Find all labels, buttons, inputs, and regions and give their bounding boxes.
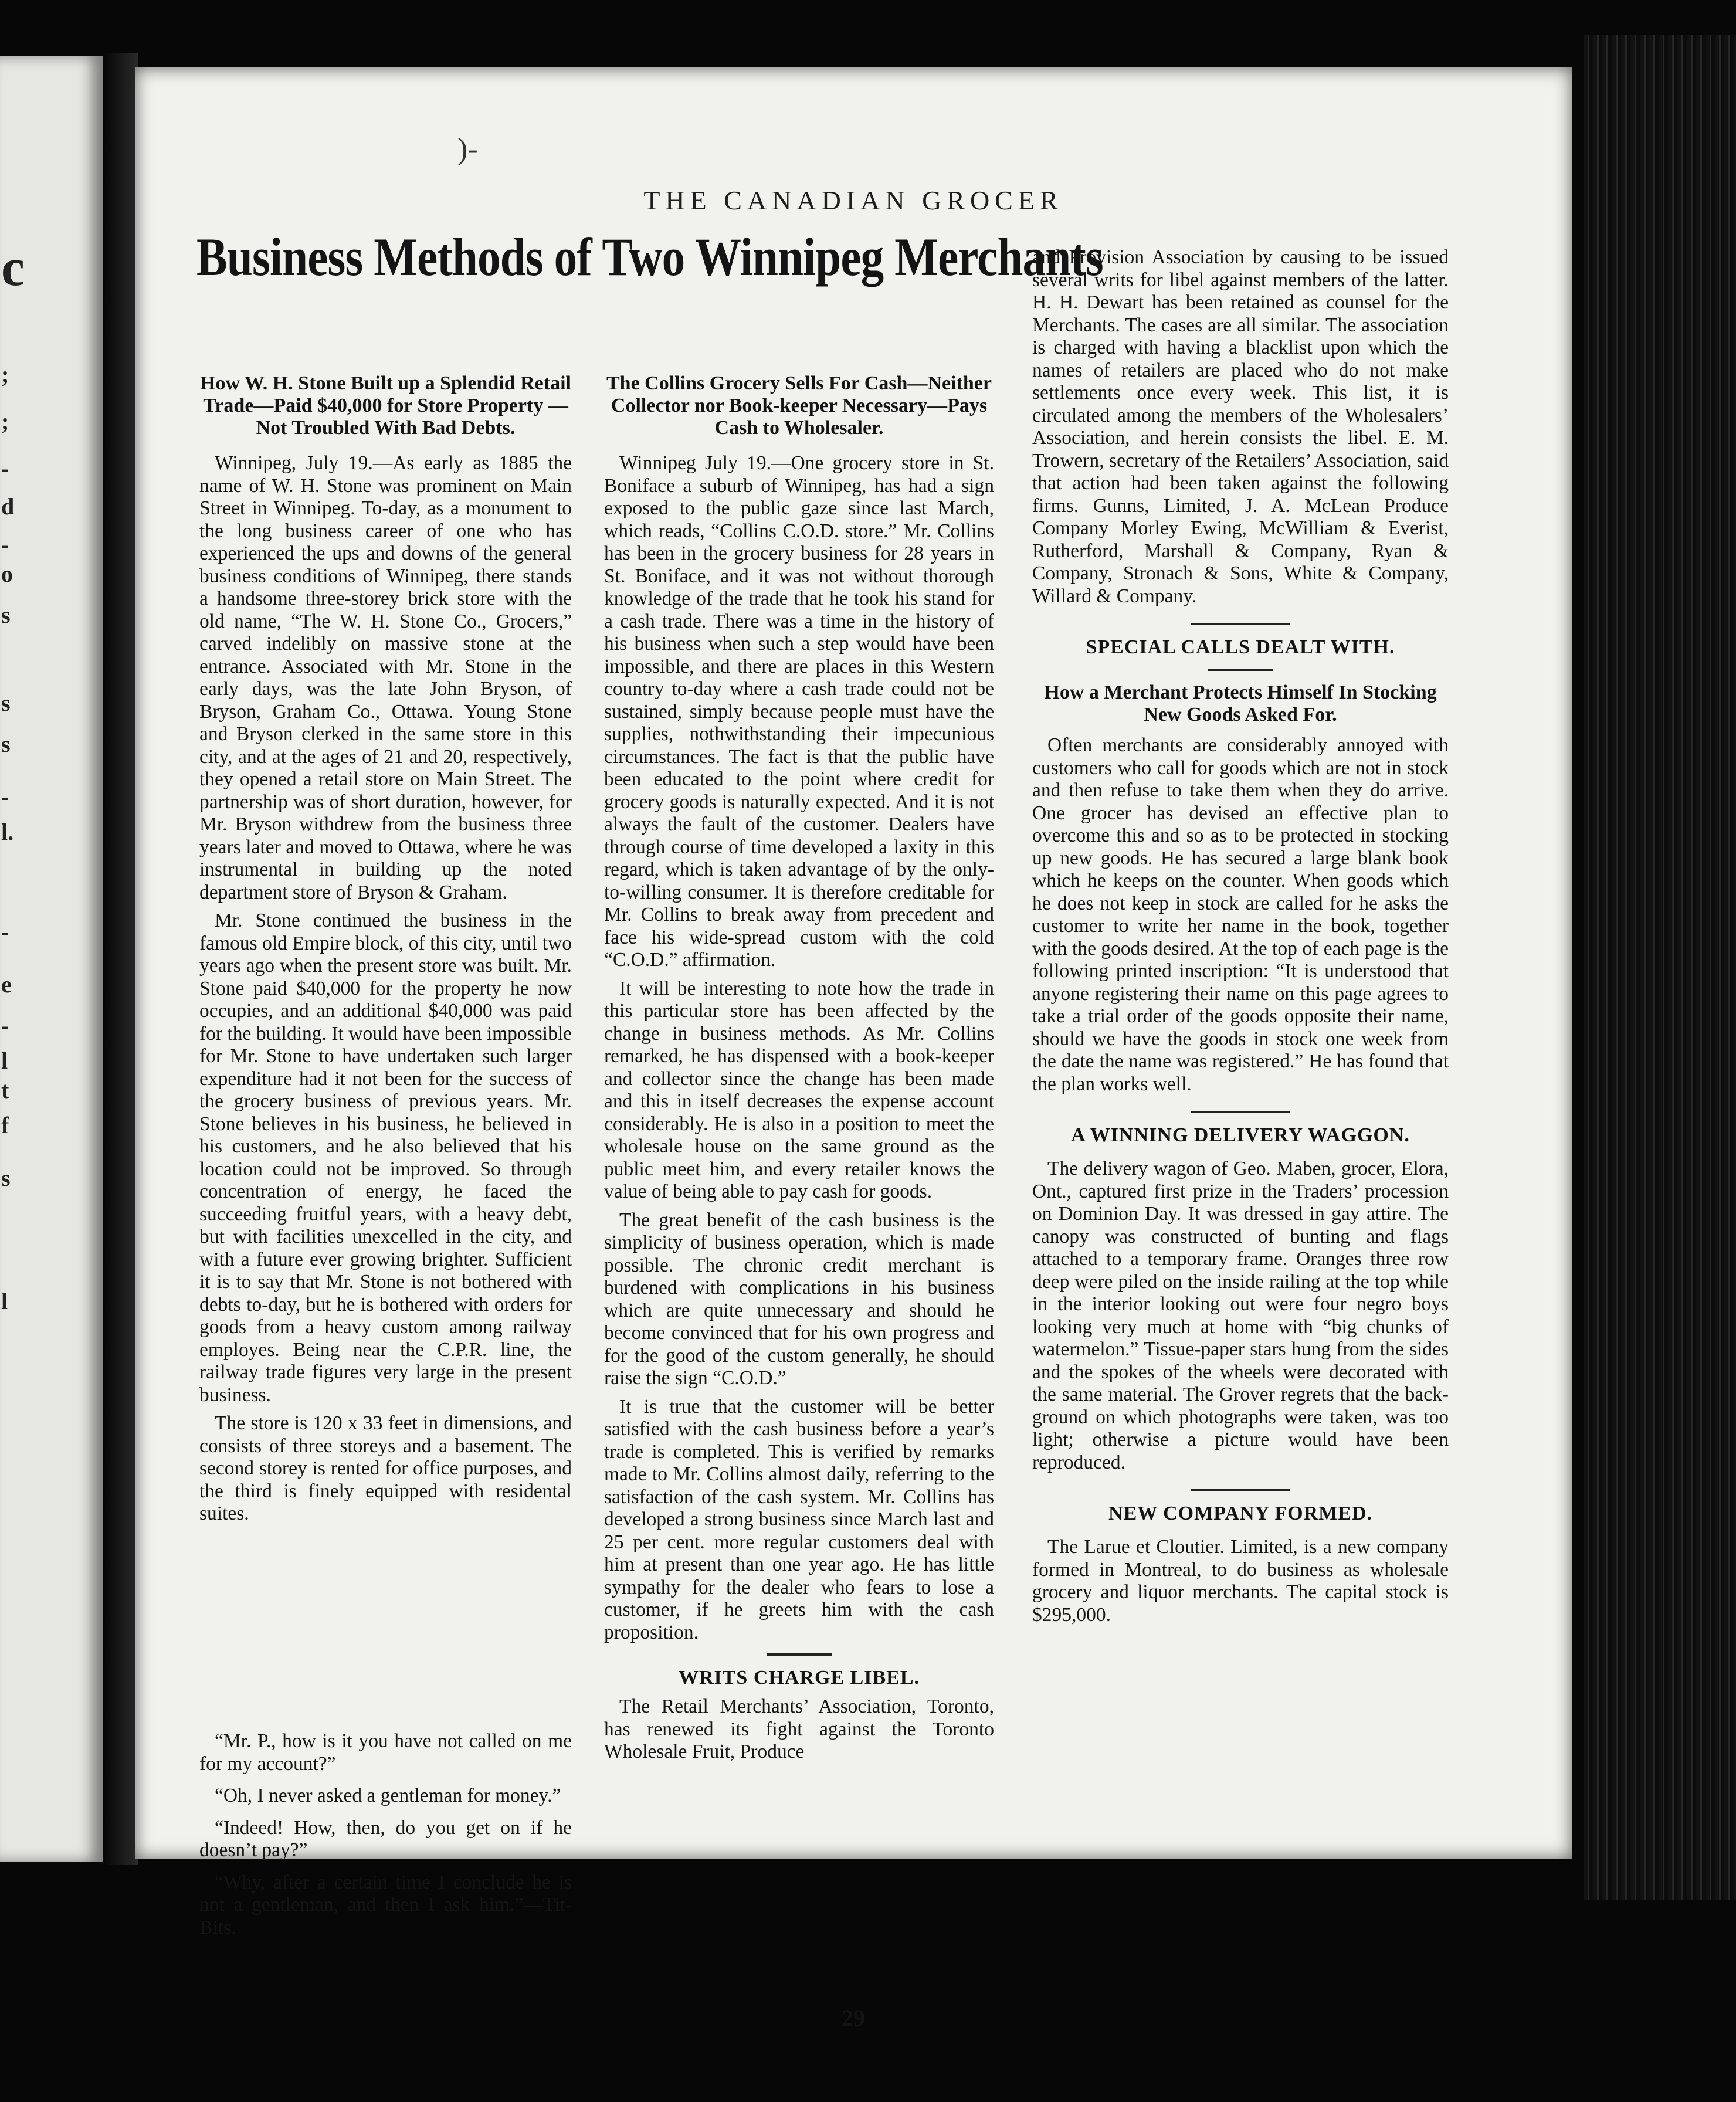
column-2 <box>604 372 994 1764</box>
writs-title: WRITS CHARGE LIBEL. <box>678 1667 920 1689</box>
stone-paragraph: The store is 120 x 33 feet in dimensions, and consists of three storeys and a basement. The second storey is rented for office purposes, and the third is finely equipped with residental suites. <box>199 1412 572 1524</box>
writs-paragraph: The Retail Merchants’ Association, Toronto, has renewed its fight against the Toronto Wholesale Fruit, Produce <box>604 1696 994 1762</box>
left-page-fragment: l <box>1 1047 8 1074</box>
joke-line: “Mr. P., how is it you have not called on me for my account?” <box>199 1730 572 1775</box>
left-page-fragment: - <box>1 531 9 558</box>
section-rule <box>1191 1111 1290 1113</box>
joke-line: “Oh, I never asked a gentleman for money.” <box>215 1785 561 1806</box>
special-calls-title: SPECIAL CALLS DEALT WITH. <box>1086 636 1395 658</box>
joke-line: “Indeed! How, then, do you get on if he doesn’t pay?” <box>199 1816 572 1861</box>
left-page-fragment: e <box>1 971 12 998</box>
left-page-fragment: ; <box>1 361 9 388</box>
collins-paragraph: It will be interesting to note how the trade in this particular store has been affected by the change in business methods. As Mr. Collins remarked, he has dispensed with a book-keeper and collector since the change has been made and this in itself decreases the expense account considerably. He is also in a position to meet the wholesale house on the same ground as the public meet him, and every retailer knows the value of being able to pay cash for goods. <box>604 977 994 1202</box>
left-page-fragment: s <box>1 731 11 757</box>
left-page-fragment: - <box>1 455 9 482</box>
book-page-edges <box>1584 35 1736 1900</box>
page-number: 29 <box>842 2005 865 2031</box>
stone-subhead: How W. H. Stone Built up a Splendid Retail Trade—Paid $40,000 for Store Property — Not Troubled With Bad Debts. <box>200 372 571 439</box>
gutter-shadow <box>103 53 138 1865</box>
collins-paragraph: Winnipeg July 19.—One grocery store in St. Boniface a suburb of Winnipeg, has had a sign exposed to the public gaze since last March, which reads, “Collins C.O.D. store.” Mr. Collins has been in the grocery business for 28 years in St. Boniface, and it was not without thorough knowledge of the trade that he took his stand for a cash trade. There was a time in the history of his business when such a step would have been impossible, and there are places in this Western country to-day where a cash trade could not be sustained, simply because people must have the supplies, nothwithstanding their impecunious circumstances. The fact is that the public have been educated to the point where credit for grocery goods is naturally expected. And it is not always the fault of the customer. Dealers have through course of time developed a laxity in this regard, which is taken advantage of by the only-to-willing consumer. It is therefore creditable for Mr. Collins to break away from precedent and face his wide-spread custom with the cold “C.O.D.” affirmation. <box>604 452 994 971</box>
collins-paragraph: It is true that the customer will be better satisfied with the cash business before a year’s trade is completed. This is verified by remarks made to Mr. Collins almost daily, referring to the satisfaction of the cash system. Mr. Collins has developed a strong business since March last and 25 per cent. more regular customers deal with him at present than one year ago. He has little sympathy for the dealer who fears to lose a customer, if he greets him with the cash proposition. <box>604 1395 994 1643</box>
magazine-page <box>135 67 1572 2031</box>
new-company-paragraph: The Larue et Cloutier. Limited, is a new company formed in Montreal, to do business as wholesale grocery and liquor merchants. The capital stock is $295,000. <box>1032 1536 1449 1626</box>
stone-paragraph: Winnipeg, July 19.—As early as 1885 the name of W. H. Stone was prominent on Main Street in Winnipeg. To-day, as a monument to the long business career of one who has experienced the ups and downs of the general business conditions of Winnipeg, there stands a handsome three-storey brick store with the old name, “The W. H. Stone Co., Grocers,” carved indelibly on massive stone at the entrance. Associated with Mr. Stone in the early days, was the late John Bryson, of Bryson, Graham Co., Ottawa. Young Stone and Bryson clerked in the same store in this city, and at the ages of 21 and 20, respectively, they opened a retail store on Main Street. The partnership was of short duration, however, for Mr. Bryson withdrew from the business three years later and moved to Ottawa, where he was instrumental in building up the noted department store of Bryson & Graham. <box>199 452 572 903</box>
left-page-fragment: ; <box>1 408 9 435</box>
left-page-fragment: o <box>1 561 13 587</box>
joke-line: “Why, after a certain time I conclude he is not a gentleman, and then I ask him.”—Tit-Bits. <box>199 1871 572 1938</box>
left-page-fragment: l <box>1 1288 8 1314</box>
delivery-title: A WINNING DELIVERY WAGGON. <box>1071 1124 1410 1146</box>
left-page-fragment: d <box>1 493 15 520</box>
left-page-fragment: l. <box>1 819 14 845</box>
left-page-fragment: s <box>1 602 11 628</box>
new-company-title: NEW COMPANY FORMED. <box>1108 1503 1372 1524</box>
left-page-fragment: - <box>1 1012 9 1039</box>
left-page-fragment: - <box>1 784 9 810</box>
column-3 <box>1032 246 1449 1626</box>
left-page-fragment: s <box>1 690 11 716</box>
special-calls-paragraph: Often merchants are considerably annoyed with customers who call for goods which are not in stock and then refuse to take them when they do arrive. One grocer has devised an effective plan to overcome this and so as to be protected in stocking up new goods. He has secured a large blank book which he keeps on the counter. When goods which he does not keep in stock are called for he asks the customer to write her name in the book, together with the goods desired. At the top of each page is the following printed inscription: “It is understood that anyone registering their name on this page agrees to take a trial order of the goods opposite their name, should we have the goods in stock one week from the date the name was registered.” He has found that the plan works well. <box>1032 734 1449 1095</box>
section-rule <box>1208 669 1273 671</box>
section-rule <box>1191 623 1290 625</box>
left-page-fragment: c <box>1 239 25 297</box>
left-page-fragment: s <box>1 1165 11 1191</box>
running-head: THE CANADIAN GROCER <box>643 185 1063 215</box>
left-page-fragment: - <box>1 918 9 945</box>
adjacent-page-edge <box>0 56 103 1862</box>
delivery-paragraph: The delivery wagon of Geo. Maben, grocer, Elora, Ont., captured first prize in the Traders’ procession on Dominion Day. It was dressed in gay attire. The canopy was constructed of bunting and flags attached to a temporary frame. Oranges three row deep were piled on the inside railing at the top while in the interior looking out were four negro boys looking very much at home with “big chunks of watermelon.” Tissue-paper stars hung from the sides and the spokes of the wheels were decorated with the same material. The Grover regrets that the back-ground on which photographs were taken, was too light; otherwise a picture would have been reproduced. <box>1032 1158 1449 1473</box>
section-rule <box>1191 1489 1290 1491</box>
collins-subhead: The Collins Grocery Sells For Cash—Neither Collector nor Book-keeper Necessary—Pays Cash to Wholesaler. <box>606 372 992 439</box>
left-page-fragment: f <box>1 1112 9 1138</box>
stray-mark: )- <box>457 133 478 166</box>
left-page-fragment: t <box>1 1077 9 1103</box>
column-1 <box>199 372 572 1525</box>
collins-paragraph: The great benefit of the cash business is the simplicity of business operation, which is made possible. The chronic credit merchant is burdened with complications in his business which are quite unnecessary and should he become convinced that for his own progress and for the good of the custom generally, he should raise the sign “C.O.D.” <box>604 1209 994 1389</box>
page-headline: Business Methods of Two Winnipeg Merchants <box>196 227 1103 287</box>
special-calls-subhead: How a Merchant Protects Himself In Stocking New Goods Asked For. <box>1044 682 1437 725</box>
tit-bits-joke <box>199 1730 572 1948</box>
stone-paragraph: Mr. Stone continued the business in the famous old Empire block, of this city, until two years ago when the present store was built. Mr. Stone paid $40,000 for the property he now occupies, and an additional $40,000 was paid for the building. It would have been impossible for Mr. Stone to have undertaken such larger expenditure had it not been for the success of the grocery business of previous years. Mr. Stone believes in his business, he believed in his customers, and he also believed that his location could not be improved. So through concentration of energy, he faced the succeeding fruitful years, with a heavy debt, but with facilities unexcelled in the city, and with a future ever growing brighter. Sufficient it is to say that Mr. Stone is not bothered with debts to-day, but he is bothered with orders for goods from a heavy custom among railway employes. Being near the C.P.R. line, the railway trade figures very large in the present business. <box>199 910 572 1406</box>
writs-paragraph-continued: and Provision Association by causing to be issued several writs for libel against members of the latter. H. H. Dewart has been retained as counsel for the Merchants. The cases are all similar. The association is charged with having a blacklist upon which the names of retailers are placed who do not make settlements once every week. This list, it is circulated among the members of the Wholesalers’ Association, and herein consists the libel. E. M. Trowern, secretary of the Retailers’ Association, said that action had been taken against the following firms. Gunns, Limited, J. A. McLean Produce Company Morley Ewing, McWilliam & Everist, Rutherford, Marshall & Company, Ryan & Company, Stronach & Sons, White & Company, Willard & Company. <box>1032 246 1449 607</box>
section-rule <box>767 1653 832 1656</box>
